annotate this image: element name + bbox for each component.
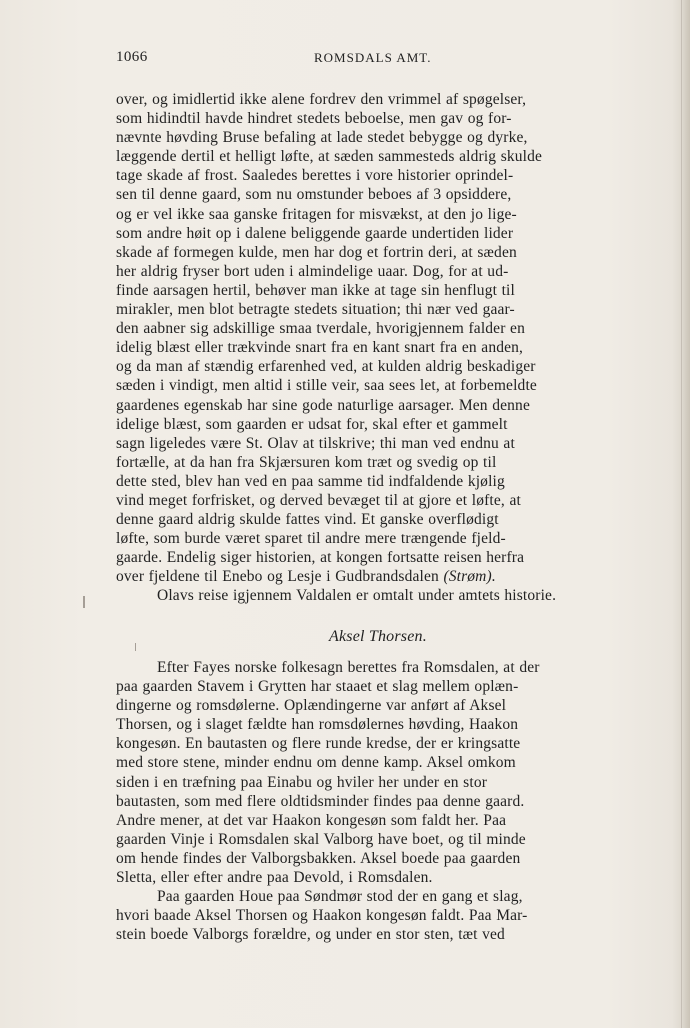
text-line-content: over fjeldene til Enebo og Lesje i Gudbrandsdalen bbox=[116, 568, 439, 586]
text-line: som andre høit op i dalene beliggende gaarde undertiden lider bbox=[116, 224, 514, 242]
section-line: paa gaarden Stavem i Grytten har staaet et slag mellem oplæn- bbox=[116, 678, 519, 696]
margin-mark bbox=[83, 596, 85, 608]
section-line: dingerne og romsdølerne. Oplændingerne var anført af Aksel bbox=[116, 697, 507, 715]
section-line: bautasten, som med flere oldtidsminder findes paa denne gaard. bbox=[116, 792, 525, 810]
margin-mark bbox=[135, 643, 136, 651]
text-line: dette sted, blev han ved en paa samme tid indfaldende kjølig bbox=[116, 472, 505, 490]
text-line: tage skade af frost. Saaledes berettes i vore historier oprindel- bbox=[116, 167, 514, 185]
text-line: denne gaard aldrig skulde fattes vind. Et ganske overflødigt bbox=[116, 511, 499, 529]
text-line: idelig blæst eller trækvinde snart fra en kant snart fra en anden, bbox=[116, 339, 524, 357]
text-line: læggende dertil et helligt løfte, at sæden sammesteds aldrig skulde bbox=[116, 148, 543, 166]
text-line: her aldrig fryser bort uden i almindelige uaar. Dog, for at ud- bbox=[116, 262, 509, 280]
section-line: med store stene, minder endnu om denne kamp. Aksel omkom bbox=[116, 754, 516, 772]
text-line-with-reference bbox=[116, 567, 640, 586]
section-title: Aksel Thorsen. bbox=[329, 628, 427, 645]
text-line: gaarde. Endelig siger historien, at kongen fortsatte reisen herfra bbox=[116, 549, 525, 567]
section-line: Thorsen, og i slaget fældte han romsdølernes høvding, Haakon bbox=[116, 716, 519, 734]
section-line: stein boede Valborgs forældre, og under en stor sten, tæt ved bbox=[116, 926, 505, 944]
closing-line: Olavs reise igjennem Valdalen er omtalt under amtets historie. bbox=[157, 587, 557, 605]
section-line: om hende findes der Valborgsbakken. Aksel boede paa gaarden bbox=[116, 849, 521, 867]
page-header bbox=[116, 49, 636, 71]
text-line: sen til denne gaard, som nu omstunder beboes af 3 opsiddere, bbox=[116, 186, 512, 204]
text-line: og er vel ikke saa ganske fritagen for misvækst, at den jo lige- bbox=[116, 205, 517, 223]
text-line: som hidindtil havde hindret stedets beboelse, men gav og for- bbox=[116, 110, 512, 128]
text-line: og da man af stændig erfarenhed ved, at kulden aldrig beskadiger bbox=[116, 358, 536, 376]
page-number: 1066 bbox=[116, 49, 148, 65]
section-line: siden i en træfning paa Einabu og hviler her under en stor bbox=[116, 773, 488, 791]
section-line: Paa gaarden Houe paa Søndmør stod der en gang et slag, bbox=[157, 888, 523, 906]
text-line: vind meget forfrisket, og derved bevæget til at gjore et løfte, at bbox=[116, 491, 521, 509]
text-line: nævnte høvding Bruse befaling at lade stedet bebygge og dyrke, bbox=[116, 129, 528, 147]
text-line: gaardenes egenskab har sine gode naturlige aarsager. Men denne bbox=[116, 396, 530, 414]
text-line: den aabner sig adskillige smaa tverdale, hvorigjennem falder en bbox=[116, 320, 525, 338]
text-line: skade af formegen kulde, men har dog et fortrin deri, at sæden bbox=[116, 243, 517, 261]
section-line: kongesøn. En bautasten og flere runde kredse, der er kringsatte bbox=[116, 735, 521, 753]
text-line: over, og imidlertid ikke alene fordrev den vrimmel af spøgelser, bbox=[116, 91, 527, 108]
main-paragraph bbox=[116, 90, 640, 606]
page-edge-shadow bbox=[672, 0, 690, 1028]
section-line: Andre mener, at det var Haakon kongesøn som faldt her. Paa bbox=[116, 811, 507, 829]
source-reference: (Strøm). bbox=[443, 568, 496, 586]
section-text bbox=[116, 658, 640, 944]
text-line: sagn ligeledes være St. Olav at tilskrive; thi man ved endnu at bbox=[116, 434, 515, 452]
text-line: finde aarsagen hertil, behøver man ikke at tage sin henflugt til bbox=[116, 281, 515, 299]
section-line: hvori baade Aksel Thorsen og Haakon kongesøn faldt. Paa Mar- bbox=[116, 907, 528, 925]
text-line: idelige blæst, som gaarden er udsat for, skal efter et gammelt bbox=[116, 415, 508, 433]
section-line: Sletta, eller efter andre paa Devold, i Romsdalen. bbox=[116, 869, 433, 887]
text-line: mirakler, men blot betragte stedets situation; thi nær ved gaar- bbox=[116, 301, 515, 319]
text-line: fortælle, at da han fra Skjærsuren kom træt og svedig op til bbox=[116, 453, 497, 471]
section-line: gaarden Vinje i Romsdalen skal Valborg have boet, og til minde bbox=[116, 830, 526, 848]
text-line: sæden i vindigt, men altid i stille veir, saa sees let, at forbemeldte bbox=[116, 377, 537, 395]
section-line: Efter Fayes norske folkesagn berettes fra Romsdalen, at der bbox=[157, 659, 540, 676]
running-head: ROMSDALS AMT. bbox=[314, 50, 432, 65]
text-line: løfte, som burde været sparet til andre mere trængende fjeld- bbox=[116, 530, 506, 548]
